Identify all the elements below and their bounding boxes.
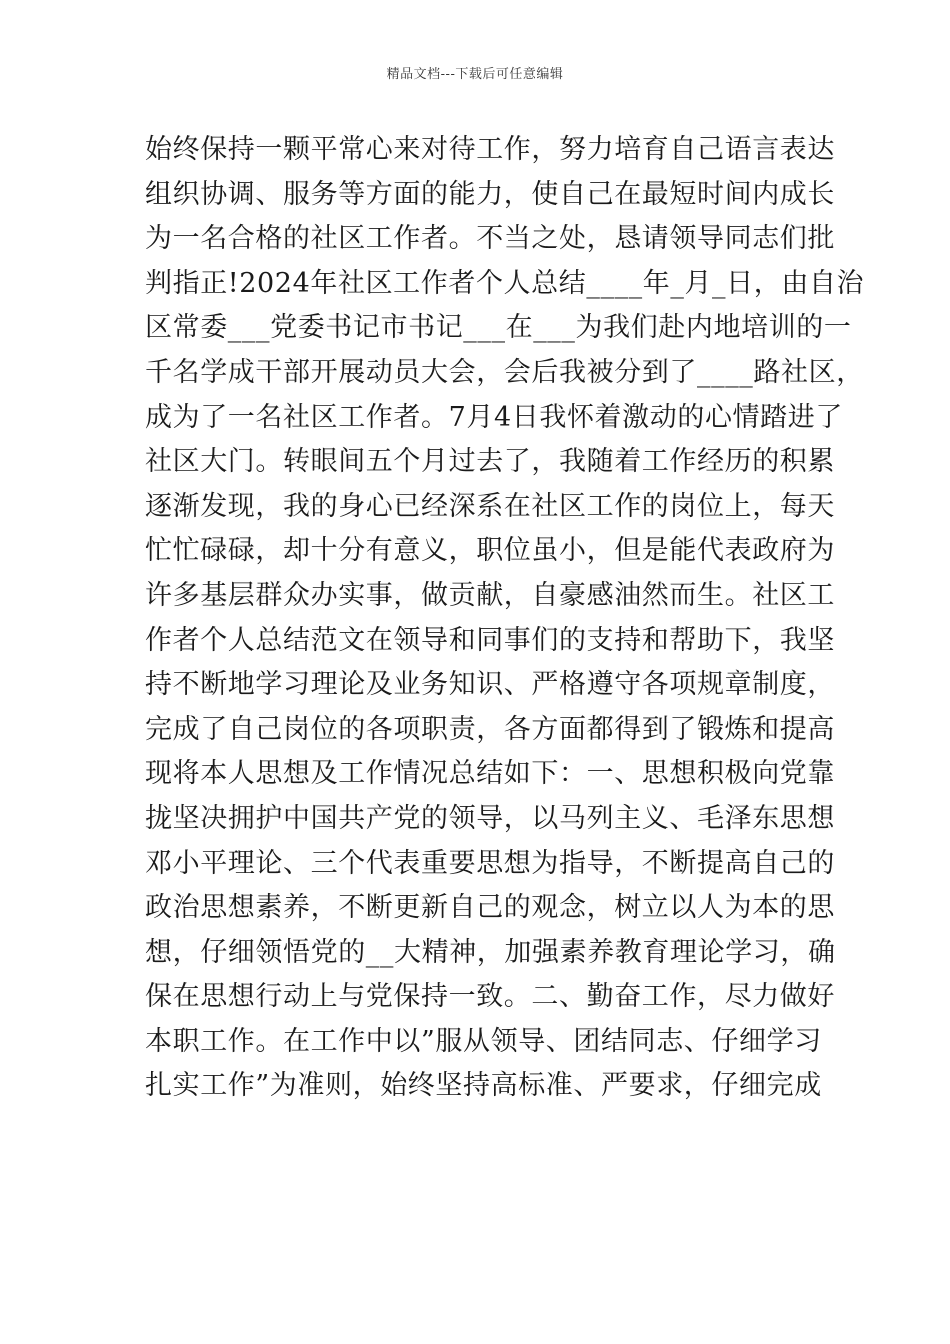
text-line: 持不断地学习理论及业务知识、严格遵守各项规章制度， [145, 669, 835, 701]
text-line: 完成了自己岗位的各项职责，各方面都得到了锻炼和提高 [145, 713, 835, 745]
text-line: 邓小平理论、三个代表重要思想为指导，不断提高自己的 [145, 847, 835, 879]
text-line: 逐渐发现，我的身心已经深系在社区工作的岗位上，每天 [145, 490, 835, 522]
text-line: 社区大门。转眼间五个月过去了，我随着工作经历的积累 [145, 446, 835, 478]
page-header: 精品文档---下载后可任意编辑 [386, 67, 564, 82]
text-line: 想，仔细领悟党的__大精神，加强素养教育理论学习，确 [145, 936, 836, 968]
text-line: 为一名合格的社区工作者。不当之处，恳请领导同志们批 [145, 223, 835, 255]
text-line: 许多基层群众办实事，做贡献，自豪感油然而生。社区工 [145, 579, 835, 611]
text-line: 作者个人总结范文在领导和同事们的支持和帮助下，我坚 [145, 624, 835, 656]
text-line: 忙忙碌碌，却十分有意义，职位虽小，但是能代表政府为 [145, 535, 835, 567]
text-line: 拢坚决拥护中国共产党的领导，以马列主义、毛泽东思想 [145, 802, 835, 834]
text-line: 判指正!2024年社区工作者个人总结____年_月_日，由自治 [145, 267, 865, 299]
text-line: 区常委___党委书记市书记___在___为我们赴内地培训的一 [145, 312, 852, 344]
text-line: 千名学成干部开展动员大会，会后我被分到了____路社区， [145, 356, 864, 388]
body-text [145, 128, 865, 1109]
text-line: 保在思想行动上与党保持一致。二、勤奋工作，尽力做好 [145, 981, 835, 1013]
text-line: 现将本人思想及工作情况总结如下：一、思想积极向党靠 [145, 758, 835, 790]
text-line: 始终保持一颗平常心来对待工作，努力培育自己语言表达 [145, 134, 835, 165]
text-line: 政治思想素养，不断更新自己的观念，树立以人为本的思 [145, 892, 835, 924]
text-line: 组织协调、服务等方面的能力，使自己在最短时间内成长 [145, 178, 835, 210]
text-line: 扎实工作”为准则，始终坚持高标准、严要求，仔细完成 [145, 1070, 822, 1102]
text-line: 本职工作。在工作中以”服从领导、团结同志、仔细学习 [145, 1025, 822, 1057]
text-line: 成为了一名社区工作者。7月4日我怀着激动的心情踏进了 [145, 401, 843, 433]
